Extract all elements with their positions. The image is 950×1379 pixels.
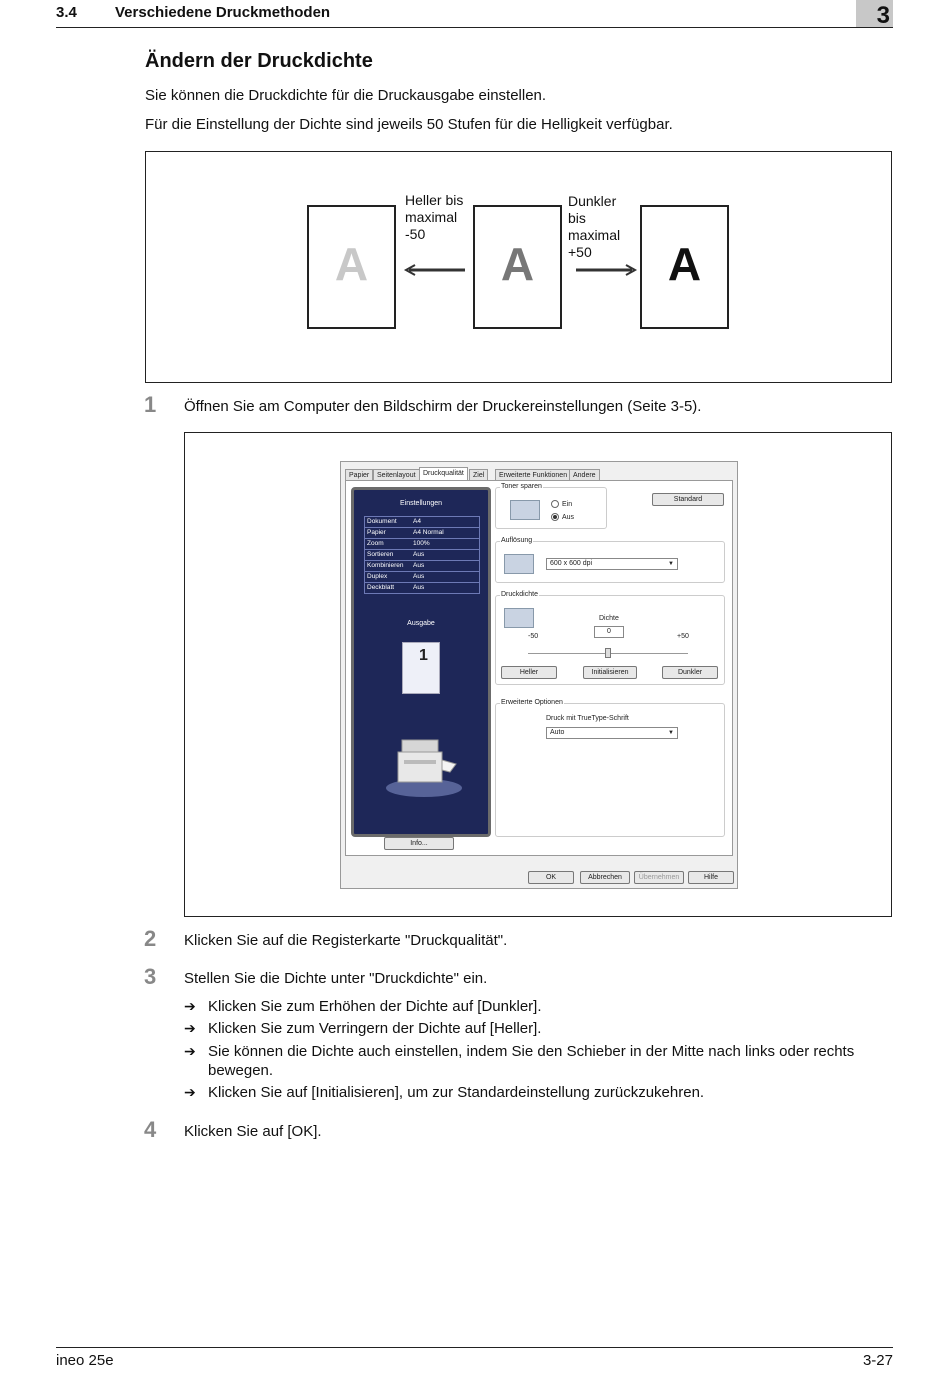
settings-value: A4 Normal: [413, 529, 444, 536]
bullet-text: Sie können die Dichte auch einstellen, indem Sie den Schieber in der Mitte nach links oder rechts bewegen.: [208, 1043, 855, 1079]
density-icon: [504, 608, 534, 628]
toner-icon: [510, 500, 540, 520]
chevron-down-icon: ▼: [668, 730, 674, 736]
settings-row: [364, 516, 480, 528]
settings-row: [364, 539, 480, 550]
density-value: 0: [607, 628, 611, 635]
output-title: Ausgabe: [407, 620, 435, 627]
section-title: Verschiedene Druckmethoden: [115, 4, 331, 21]
step-text: Stellen Sie die Dichte unter "Druckdichte" ein.: [184, 970, 488, 987]
printer-settings-screenshot: [184, 432, 892, 917]
truetype-select[interactable]: [546, 727, 678, 739]
output-page-icon: [402, 642, 440, 694]
printer-settings-dialog: [340, 461, 738, 889]
bullet-text: Klicken Sie zum Verringern der Dichte auf [Heller].: [208, 1020, 542, 1037]
step-number: 4: [144, 1117, 157, 1142]
toner-save-group: [495, 483, 607, 529]
chevron-down-icon: ▼: [668, 561, 674, 567]
arrow-bullet-icon: ➔: [184, 1043, 196, 1059]
lighter-label-line: Heller bis: [405, 192, 464, 208]
section-number: 3.4: [56, 4, 77, 21]
tab-papier[interactable]: Papier: [345, 469, 373, 480]
left-arrow-icon: [403, 264, 467, 276]
step-number: 3: [144, 964, 157, 989]
help-button[interactable]: Hilfe: [688, 871, 734, 884]
arrow-bullet-icon: ➔: [184, 998, 196, 1014]
header-rule: [56, 27, 893, 28]
light-sheet: [307, 205, 396, 329]
settings-value: Aus: [413, 551, 425, 558]
step-text: Klicken Sie auf die Registerkarte "Druckqualität".: [184, 932, 508, 949]
settings-title: Einstellungen: [399, 500, 443, 507]
settings-value: Aus: [413, 562, 425, 569]
print-density-label: Druckdichte: [501, 591, 538, 598]
bullet-text: Klicken Sie auf [Initialisieren], um zur Standardeinstellung zurückzukehren.: [208, 1084, 705, 1101]
lighter-label-line: -50: [405, 226, 426, 242]
right-arrow-icon: [574, 264, 638, 276]
tab-panel: [345, 480, 733, 856]
truetype-label: Druck mit TrueType-Schrift: [546, 715, 629, 722]
truetype-value: Auto: [550, 729, 565, 736]
resolution-group: [495, 537, 725, 583]
apply-button[interactable]: Übernehmen: [634, 871, 684, 884]
toner-off-radio[interactable]: [551, 513, 574, 521]
settings-value: Aus: [413, 584, 425, 591]
tab-ziel[interactable]: Ziel: [469, 469, 488, 480]
density-value-field[interactable]: [594, 626, 624, 638]
lighter-label: [405, 192, 475, 243]
tab-erweiterte-funktionen[interactable]: Erweiterte Funktionen: [495, 469, 571, 480]
settings-key: Dokument: [367, 518, 397, 525]
density-min: -50: [528, 633, 539, 640]
radio-label: Aus: [562, 513, 575, 521]
resolution-value: 600 x 600 dpi: [550, 560, 593, 567]
step-number: 2: [144, 926, 157, 951]
printer-icon: [384, 730, 464, 800]
radio-checked-icon: [551, 513, 559, 521]
settings-key: Sortieren: [367, 551, 394, 558]
resolution-icon: [504, 554, 534, 574]
advanced-options-group: [495, 699, 725, 837]
density-slider-handle[interactable]: [605, 648, 611, 658]
tab-seitenlayout[interactable]: Seitenlayout: [373, 469, 420, 480]
bullet-text: Klicken Sie zum Erhöhen der Dichte auf [Dunkler].: [208, 998, 542, 1015]
print-density-group: [495, 591, 725, 685]
page-heading: Ändern der Druckdichte: [145, 50, 373, 72]
settings-table: [364, 516, 480, 594]
settings-preview-panel: [351, 487, 491, 837]
density-illustration: [145, 151, 892, 383]
arrow-bullet-icon: ➔: [184, 1084, 196, 1100]
tab-andere[interactable]: Andere: [569, 469, 600, 480]
settings-row: [364, 550, 480, 561]
radio-icon: [551, 500, 559, 508]
standard-button[interactable]: Standard: [652, 493, 724, 506]
normal-sheet: [473, 205, 562, 329]
ok-button[interactable]: OK: [528, 871, 574, 884]
darker-label-line: Dunkler bis: [568, 193, 617, 226]
radio-label: Ein: [562, 500, 573, 508]
footer-product: ineo 25e: [56, 1352, 114, 1369]
darker-label: [568, 193, 638, 261]
settings-key: Zoom: [367, 540, 384, 547]
toner-on-radio[interactable]: [551, 500, 572, 508]
settings-row: [364, 528, 480, 539]
density-label: Dichte: [599, 615, 619, 622]
darker-label-line: maximal: [568, 227, 621, 243]
advanced-options-label: Erweiterte Optionen: [501, 699, 563, 706]
sheet-letter: A: [667, 238, 702, 290]
toner-save-label: Toner sparen: [501, 483, 542, 490]
darker-button[interactable]: Dunkler: [662, 666, 718, 679]
settings-key: Papier: [367, 529, 386, 536]
step-number: 1: [144, 392, 157, 417]
lighter-button[interactable]: Heller: [501, 666, 557, 679]
output-page-number: 1: [419, 647, 428, 664]
footer-rule: [56, 1347, 893, 1348]
sheet-letter: A: [500, 238, 535, 290]
info-button[interactable]: Info...: [384, 837, 454, 850]
resolution-select[interactable]: [546, 558, 678, 570]
settings-key: Duplex: [367, 573, 388, 580]
darker-label-line: +50: [568, 244, 592, 260]
initialize-button[interactable]: Initialisieren: [583, 666, 637, 679]
step-text: Öffnen Sie am Computer den Bildschirm der Druckereinstellungen (Seite 3-5).: [184, 398, 702, 415]
chapter-number: 3: [876, 2, 890, 29]
settings-row: [364, 583, 480, 594]
settings-key: Kombinieren: [367, 562, 404, 569]
dark-sheet: [640, 205, 729, 329]
lighter-label-line: maximal: [405, 209, 458, 225]
step-text: Klicken Sie auf [OK].: [184, 1123, 322, 1140]
settings-row: [364, 572, 480, 583]
sheet-letter: A: [334, 238, 369, 290]
intro-paragraph: Für die Einstellung der Dichte sind jeweils 50 Stufen für die Helligkeit verfügbar.: [145, 116, 673, 133]
density-max: +50: [677, 633, 689, 640]
cancel-button[interactable]: Abbrechen: [580, 871, 630, 884]
settings-value: Aus: [413, 573, 425, 580]
footer-page-number: 3-27: [862, 1352, 893, 1369]
settings-value: 100%: [413, 540, 430, 547]
intro-paragraph: Sie können die Druckdichte für die Druckausgabe einstellen.: [145, 87, 547, 104]
settings-key: Deckblatt: [367, 584, 395, 591]
arrow-bullet-icon: ➔: [184, 1020, 196, 1036]
settings-value: A4: [413, 518, 421, 525]
resolution-label: Auflösung: [501, 537, 533, 544]
tab-druckqualitaet[interactable]: Druckqualität: [419, 467, 468, 481]
chapter-tab: [856, 0, 893, 27]
settings-row: [364, 561, 480, 572]
